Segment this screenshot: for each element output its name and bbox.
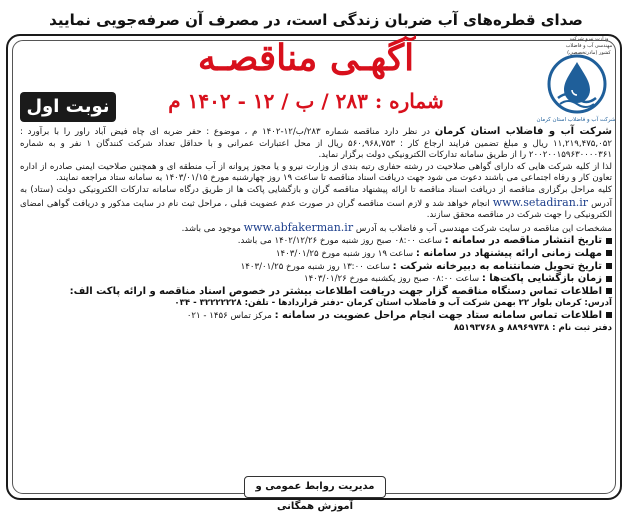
setad-link[interactable]: www.setadiran.ir xyxy=(492,195,589,209)
process-text-b: انجام خواهد شد و لازم است مناقصه گران در صورت عدم عضویت قبلی ، مراحل ثبت نام در سایت مذکور و دریافت گواهی امضای الکترونیکی را جهت شرکت در مناقصه محقق سازند. xyxy=(20,198,612,221)
bullet-square-icon xyxy=(606,250,612,256)
notice-title: آگهـی مناقصـه xyxy=(197,37,415,79)
notice-body xyxy=(20,126,612,486)
round-badge: نوبت اول xyxy=(20,92,116,122)
intro-text: در نظر دارد مناقصه شماره ۲۸۳/ب/۱۲-۱۴۰۲ م ، موضوع : حفر ضربه ای چاه فیض آباد راور را با برآورد : ۱۱,۲۱۹,۴۷۵,۰۵۲ ریال و مبلغ تضمین فرایند ارجاع کار : ۵۶۰,۹۶۸,۷۵۳ ریال از محل اعتبارات عمرانی و با حداقل تعداد شرکت کنندگان ۱ نفر و به شماره ۲۰۰۲۰۰۱۵۹۶۳۰۰۰۰۳۶۱ را از طریق سامانه تدارکات الکترونیکی دولت برگزار نماید. xyxy=(20,127,612,161)
specs-text-b: موجود می باشد. xyxy=(181,223,241,234)
paragraph-eligibility: لذا از کلیه شرکت هایی که دارای گواهی صلاحیت در رشته حفاری رتبه بندی از وزارت نیرو و یا مجوز پروانه از آب منطقه ای و همچنین صلاحیت ایمنی صادره از اداره تعاون کار و رفاه اجتماعی می باشند دعوت می شود جهت دریافت اسناد مناقصه تا ساعت ۱۹ روز چهارشنبه مورخ ۱۴۰۳/۰۱/۱۵ به سامانه ستاد مراجعه نمایند. xyxy=(20,161,612,184)
bullet-square-icon xyxy=(606,276,612,282)
water-saving-slogan: صدای قطره‌های آب ضربان زندگی است، در مصرف آن صرفه‌جویی نمایید xyxy=(49,11,583,29)
water-company-logo-icon xyxy=(546,50,608,118)
bullet-square-icon xyxy=(606,312,612,318)
address-line: آدرس: کرمان بلوار ۲۲ بهمن شرکت آب و فاضلاب استان کرمان -دفتر قراردادها - تلفن: ۳۲۲۲۲۲۲۸ - ۰۳۴ xyxy=(174,298,612,309)
paragraph-intro xyxy=(20,126,612,162)
list-item: اطلاعات تماس دستگاه مناقصه گزار جهت دریافت اطلاعات بیشتر در خصوص اسناد مناقصه و ارائه پاکت الف: xyxy=(20,286,612,299)
abfa-link[interactable]: www.abfakerman.ir xyxy=(243,220,354,234)
paragraph-process xyxy=(20,185,612,222)
registration-office: دفتر ثبت نام : ۸۸۹۶۹۷۳۸ و ۸۵۱۹۳۷۶۸ xyxy=(453,322,612,333)
bullet-square-icon xyxy=(606,263,612,269)
tender-notice-page xyxy=(6,6,626,512)
company-name: شرکت آب و فاضلاب استان کرمان xyxy=(434,126,612,137)
list-item: اطلاعات تماس سامانه ستاد جهت انجام مراحل عضویت در سامانه : مرکز تماس ۱۴۵۶ - ۰۲۱ xyxy=(20,310,612,323)
bullet-square-icon xyxy=(606,238,612,244)
process-text-a: کلیه مراحل برگزاری مناقصه از دریافت اسناد مناقصه تا ارائه پیشنهاد مناقصه گران و بازگشایی پاکت ها از طریق درگاه سامانه تدارکات الکترونیکی دولت (ستاد) به آدرس xyxy=(20,184,612,209)
specs-text-a: مشخصات این مناقصه در سایت شرکت مهندسی آب و فاضلاب به آدرس xyxy=(355,223,612,234)
public-relations-footer: مدیریت روابط عمومی و آموزش همگانی xyxy=(244,476,386,498)
company-caption: شرکت آب و فاضلاب استان کرمان xyxy=(536,117,616,123)
ministry-text: وزارت نیرو شرکت مهندسی آب و فاضلاب کشور (مادرتخصصی) xyxy=(565,36,613,56)
list-item: مهلت زمانی ارائه پیشنهاد در سامانه : ساعت ۱۹ روز شنبه مورخ ۱۴۰۳/۰۱/۲۵ xyxy=(20,248,612,261)
tender-number: شماره : ۲۸۳ / ب / ۱۲ - ۱۴۰۲ م xyxy=(168,89,444,113)
paragraph-specs xyxy=(20,222,612,236)
bullet-square-icon xyxy=(606,288,612,294)
list-item: تاریخ انتشار مناقصه در سامانه : ساعت ۰۸:۰۰ صبح روز شنبه مورخ ۱۴۰۲/۱۲/۲۶ می باشد. xyxy=(20,235,612,248)
list-item: تاریخ تحویل ضمانتنامه به دبیرخانه شرکت : ساعت ۱۳:۰۰ روز شنبه مورخ ۱۴۰۳/۰۱/۲۵ xyxy=(20,261,612,274)
list-item: زمان بازگشایی پاکت‌ها : ساعت ۰۸:۰۰ صبح روز یکشنبه مورخ ۱۴۰۳/۰۱/۲۶ xyxy=(20,273,612,286)
